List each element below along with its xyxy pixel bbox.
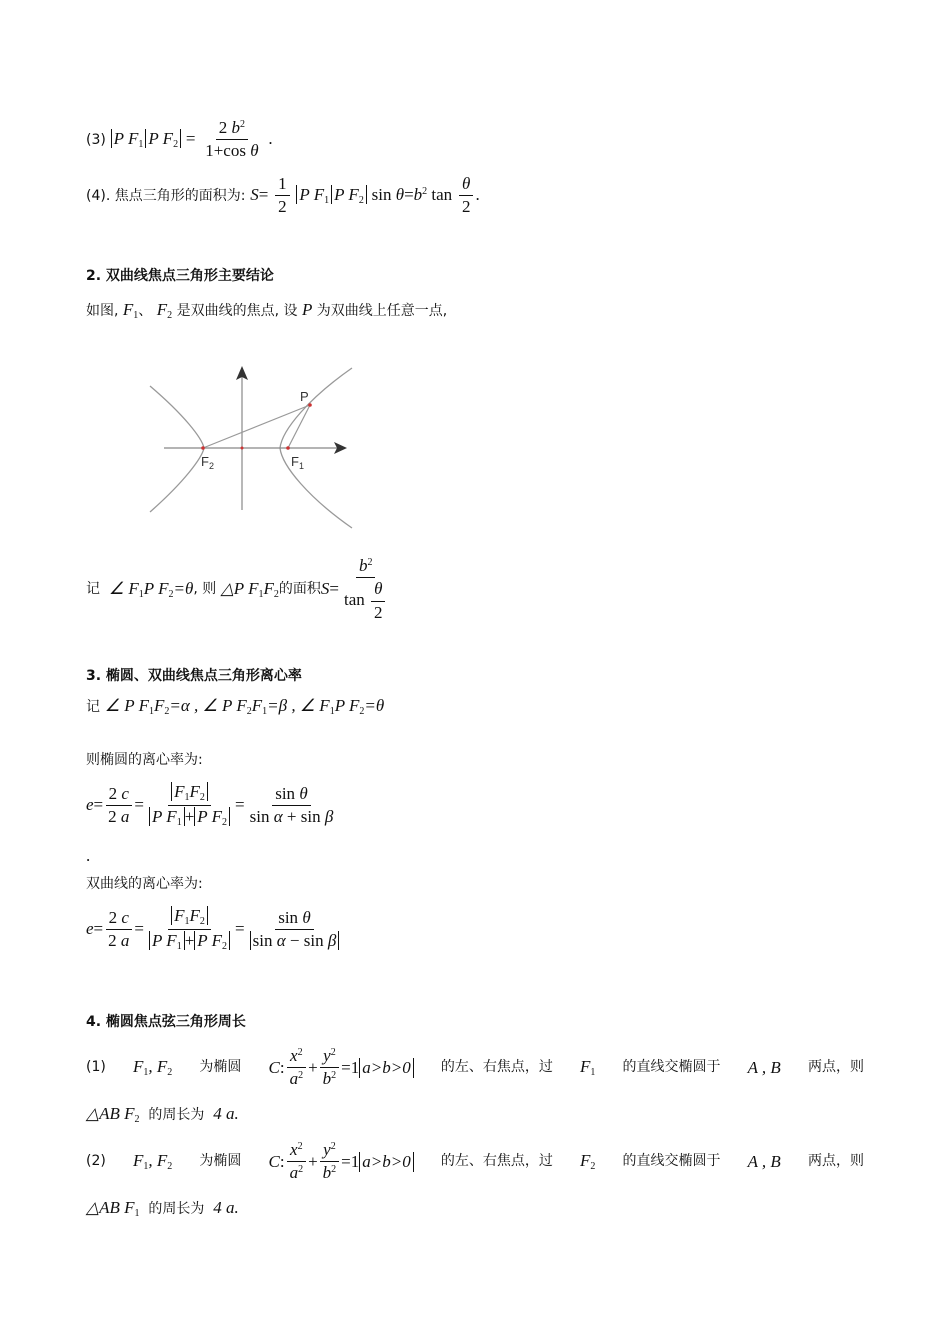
label-p: P	[300, 389, 309, 404]
label-f1: $F_1$	[291, 454, 304, 471]
section-4-title: 4. 椭圆焦点弦三角形周长	[86, 1014, 246, 1030]
perimeter-item-2: (2) $F_1$, $F_2$ 为椭圆 C : $\frac{x^2}{a^2}$ + $\frac{y^2}{b^2}$ =1 a>b>0 的左、右焦点，过 $F_2$ 的直线交椭圆于 A , B 两点，则	[86, 1140, 864, 1183]
section-2-title: 2. 双曲线焦点三角形主要结论	[86, 268, 274, 284]
section-3-title: 3. 椭圆、双曲线焦点三角形离心率	[86, 668, 302, 684]
label-f2: $F_2$	[201, 454, 214, 471]
hyperbola-eccentricity-label: 双曲线的离心率为:	[86, 876, 203, 892]
section-2-intro: 如图, $F_1$、 $F_2$ 是双曲线的焦点, 设 P 为双曲线上任意一点,	[86, 300, 448, 321]
hyperbola-left-branch	[150, 386, 204, 512]
point-f1	[286, 446, 290, 450]
angle-definitions: 记 ∠ P $F_1F_2=\alpha$ , ∠ P $F_2F_1=\beta$ , ∠ $F_1P$ $F_2=\theta$	[86, 696, 385, 717]
point-origin	[241, 447, 244, 450]
perimeter-item-1-cont: △AB $F_2$ 的周长为 4 a.	[86, 1104, 239, 1125]
perimeter-item-2-cont: △AB $F_1$ 的周长为 4 a.	[86, 1198, 239, 1219]
formula-item-3: (3) P $F_1$ P $F_2$ = $\frac{2 b^2}{\text{1+cos θ}}$ .	[86, 118, 273, 161]
ellipse-eccentricity-label: 则椭圆的离心率为:	[86, 752, 203, 768]
point-f2	[201, 446, 205, 450]
hyperbola-eccentricity-formula: e = $\frac{2 c}{2 a}$ = $\frac{F_1F_2}{P F_1 + P F_2}$ = $\frac{\text{sin θ}}{\text{sin α − sin β}}$	[86, 906, 344, 953]
item-4-label: (4). 焦点三角形的面积为:	[86, 187, 246, 204]
ellipse-eccentricity-formula: e = $\frac{2 c}{2 a}$ = $\frac{F_1F_2}{P F_1 + P F_2}$ = $\frac{\text{sin θ}}{\text{sin α + sin β}}$	[86, 782, 334, 828]
segment-pf2	[203, 405, 310, 448]
hyperbola-area-note: 记 ∠ $F_1P$ $F_2=\theta$ , 则 △P $F_1F_2$ 的面积 S = $b^2$ tan $\frac{\theta}{2}$	[86, 556, 393, 623]
formula-item-4: (4). 焦点三角形的面积为: S= $\frac{1}{2}$ P $F_1$ P $F_2$ $\sin \theta=b^2$ tan $\frac{\theta}{2}$ .	[86, 174, 480, 217]
perimeter-item-1: (1) $F_1$, $F_2$ 为椭圆 C : $\frac{x^2}{a^2}$ + $\frac{y^2}{b^2}$ =1 a>b>0 的左、右焦点，过 $F_1$ 的直线交椭圆于 A , B 两点，则	[86, 1046, 864, 1089]
point-p	[308, 403, 312, 407]
segment-pf1	[288, 405, 310, 448]
hyperbola-figure	[144, 360, 359, 535]
item-3-label: (3)	[86, 131, 106, 148]
separator-dot: .	[86, 846, 91, 865]
